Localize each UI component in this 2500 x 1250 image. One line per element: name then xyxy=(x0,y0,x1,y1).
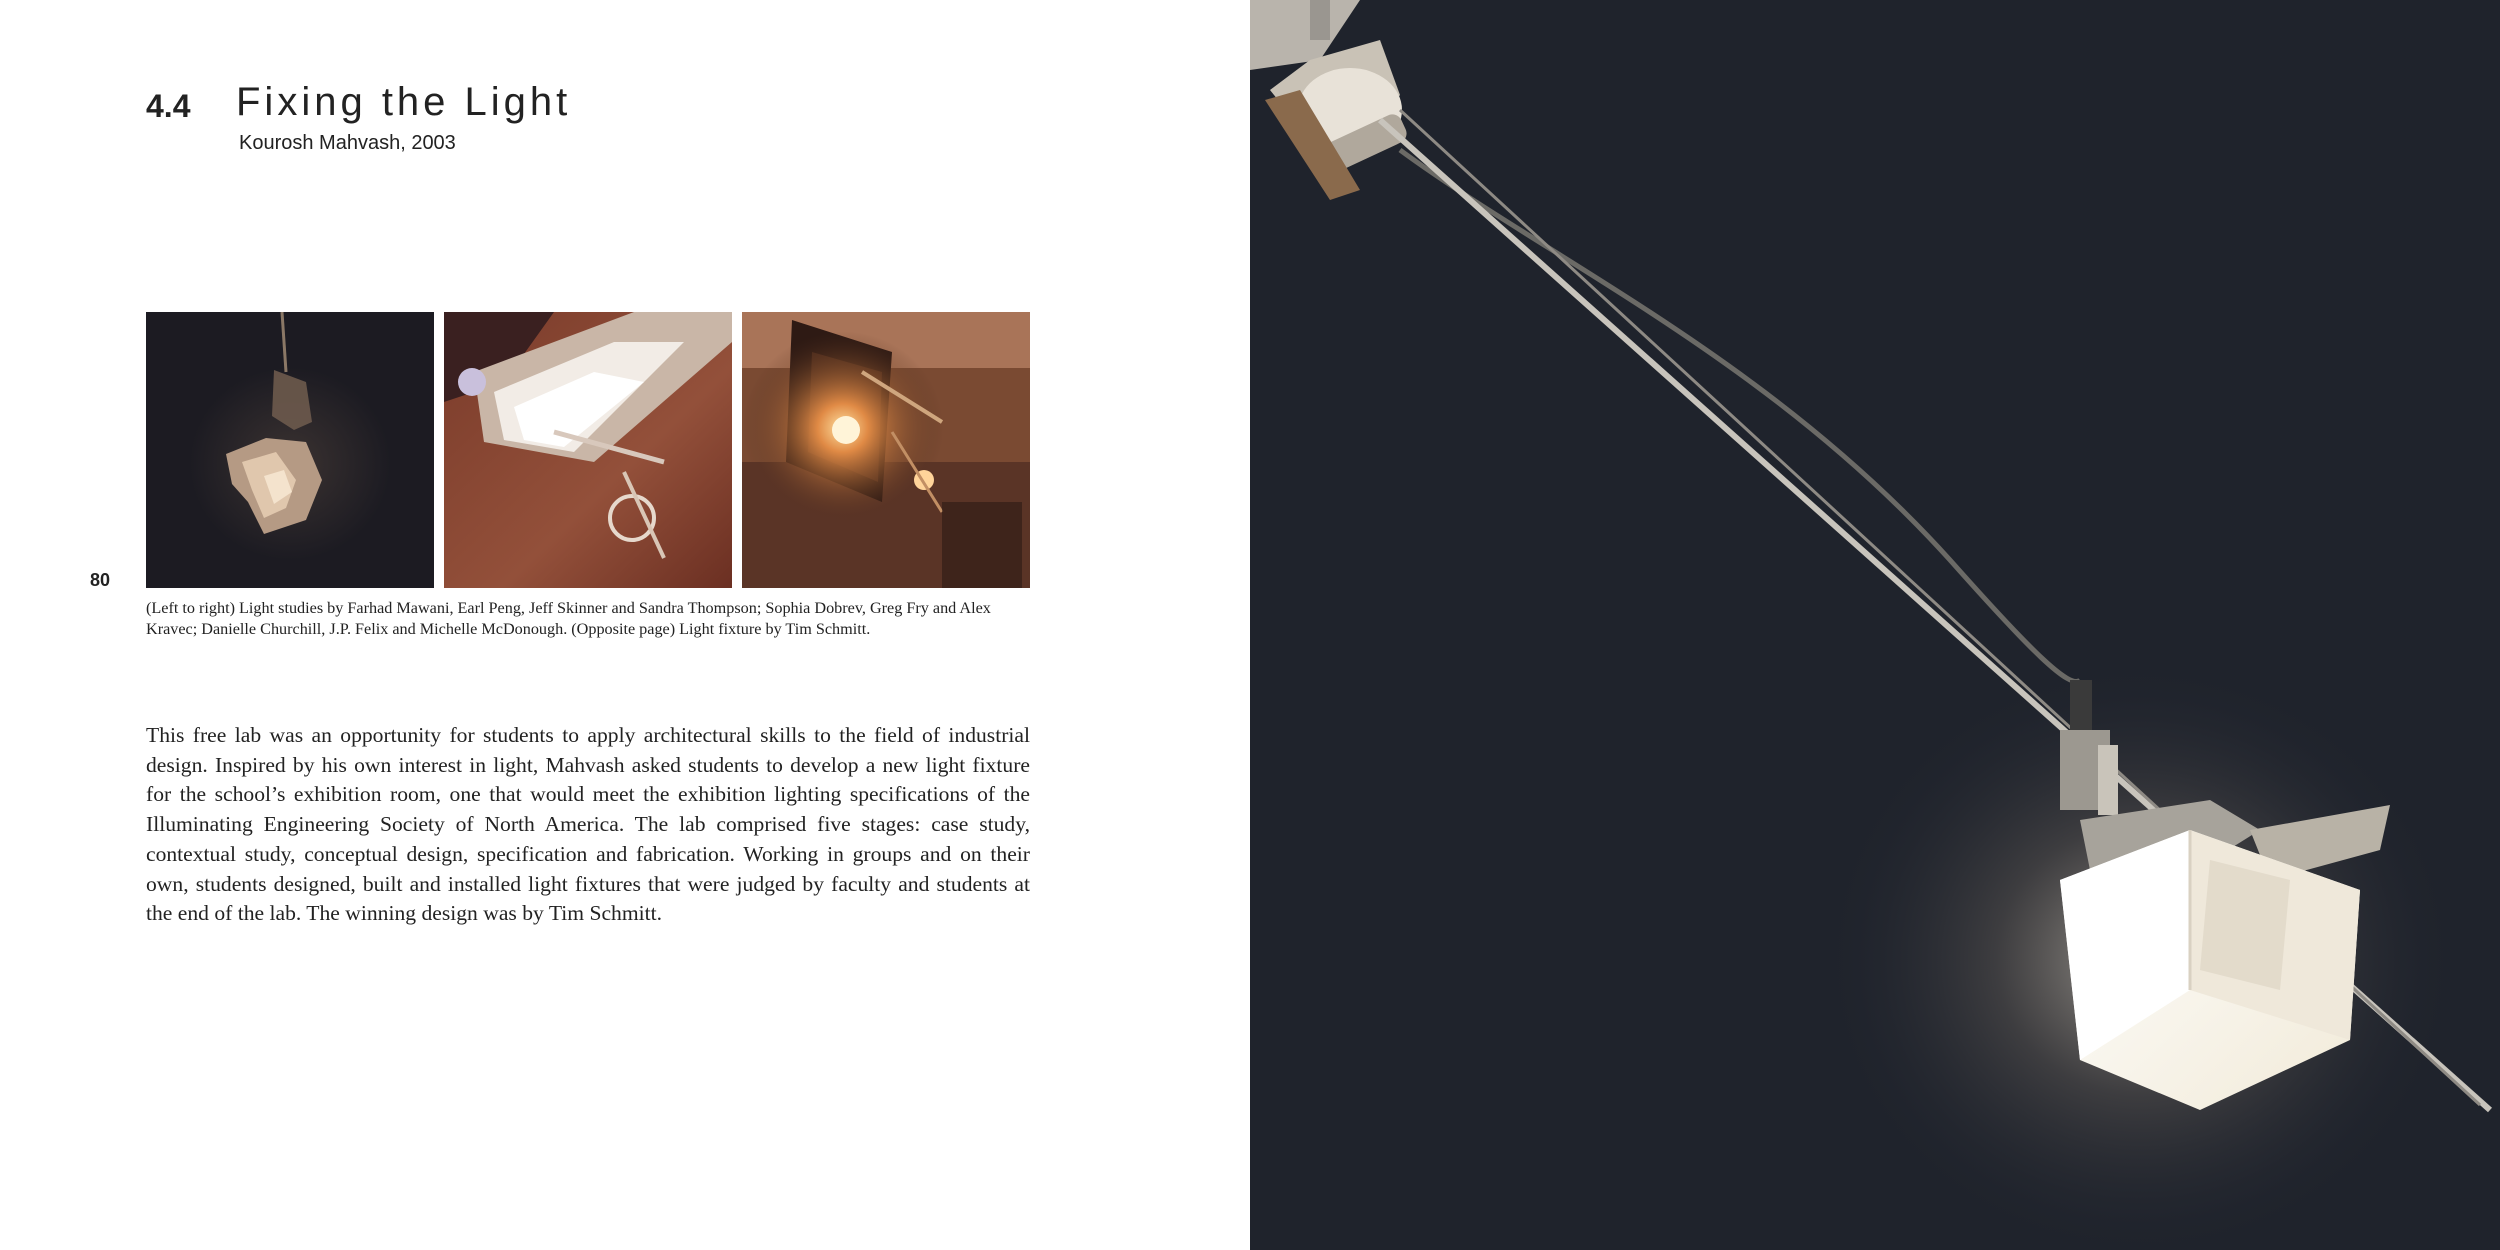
photo-caption: (Left to right) Light studies by Farhad Mawani, Earl Peng, Jeff Skinner and Sandra Thompson; Sophia Dobrev, Greg Fry and Alex Kravec; Danielle Churchill, J.P. Felix and Michelle McDonough. (Opposite page) Light fixture by Tim Schmitt. xyxy=(146,599,991,638)
opposite-page-photo xyxy=(1250,0,2500,1250)
body-paragraph: This free lab was an opportunity for students to apply architectural skills to the field of industrial design. Inspired by his own interest in light, Mahvash asked students to develop a new light fixture for the school’s exhibition room, one that would meet the exhibition lighting specifications of the Illuminating Engineering Society of North America. The lab comprised five stages: case study, contextual study, conceptual design, specification and fabrication. Working in groups and on their own, students designed, built and installed light fixtures that were judged by faculty and students at the end of the lab. The winning design was by Tim Schmitt. xyxy=(146,723,1030,926)
section-number: 4.4 xyxy=(146,88,191,124)
light-study-photo-1 xyxy=(146,312,434,588)
light-study-photo-2 xyxy=(444,312,732,588)
section-byline: Kourosh Mahvash, 2003 xyxy=(239,132,456,154)
section-title: Fixing the Light xyxy=(236,80,572,124)
light-study-photo-3 xyxy=(742,312,1030,588)
light-fixture-photo xyxy=(1250,0,2500,1250)
page-number: 80 xyxy=(90,570,111,590)
